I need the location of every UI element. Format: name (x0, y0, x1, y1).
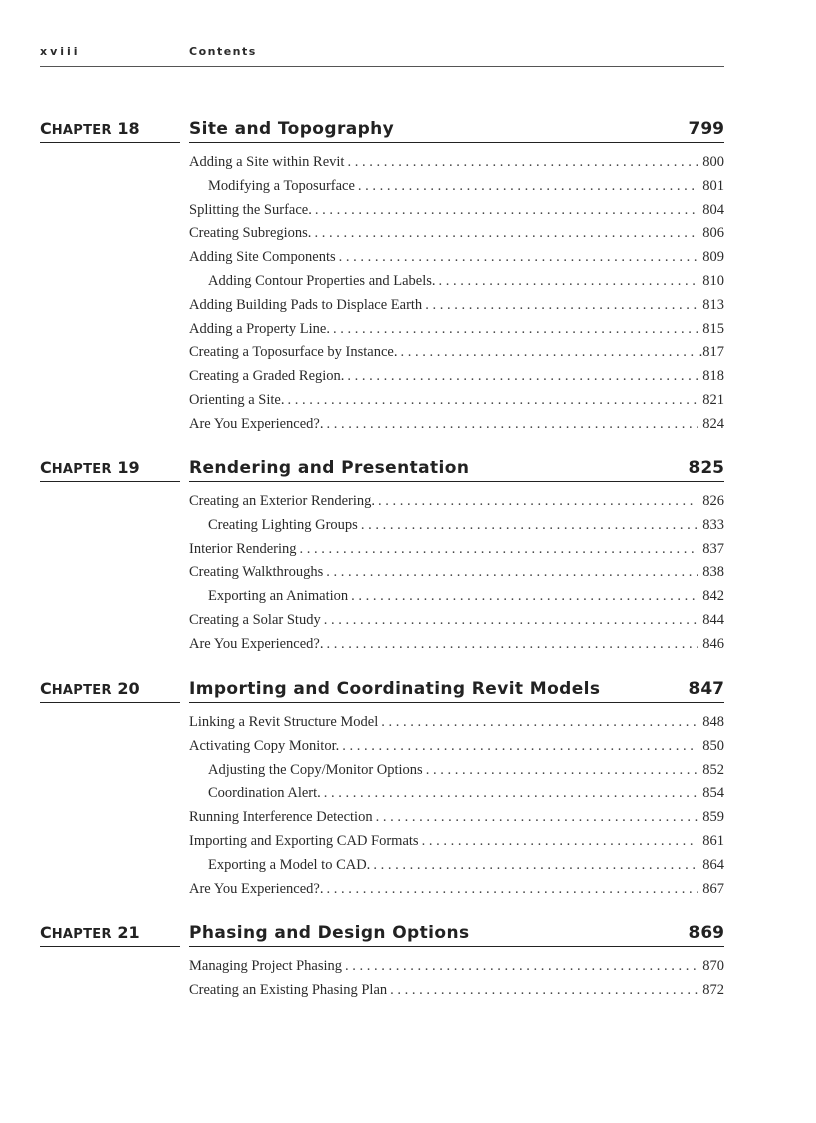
toc-entry-page: 854 (702, 785, 724, 802)
chapter-number: 18 (117, 119, 140, 138)
chapter-label (40, 678, 180, 703)
chapter-label (40, 922, 180, 947)
toc-entry-page: 806 (702, 225, 724, 242)
toc-entry-title: Importing and Exporting CAD Formats (189, 832, 419, 849)
toc-entry-title: Activating Copy Monitor. (189, 737, 340, 754)
toc-entry-page: 867 (702, 880, 724, 897)
dot-leader (345, 956, 698, 976)
toc-entry-title: Adjusting the Copy/Monitor Options (208, 761, 423, 778)
dot-leader (378, 491, 698, 511)
dot-leader (324, 610, 699, 630)
toc-entry-page: 870 (702, 958, 724, 974)
toc-entry-page: 838 (702, 564, 724, 581)
dot-leader (300, 539, 699, 559)
toc-entry-title: Are You Experienced?. (189, 880, 324, 897)
dot-leader (324, 783, 698, 803)
toc-entry-page: 810 (702, 272, 724, 289)
toc-entry-page: 824 (702, 415, 724, 432)
dot-leader (361, 515, 698, 535)
chapter-entries (189, 152, 724, 438)
toc-entry[interactable] (189, 539, 724, 563)
dot-leader (339, 247, 699, 267)
chapter-entries (189, 712, 724, 902)
dot-leader (373, 855, 698, 875)
toc-entry-page: 872 (702, 981, 724, 998)
dot-leader (315, 200, 698, 220)
toc-entry-title: Creating a Solar Study (189, 611, 321, 628)
chapter-heading (189, 678, 724, 703)
toc-entry[interactable] (189, 491, 724, 515)
chapter-label-word: HAPTER (51, 123, 112, 138)
toc-entry-title: Creating Lighting Groups (208, 516, 358, 533)
toc-entry-page: 842 (702, 588, 724, 605)
toc-entry-title: Running Interference Detection (189, 809, 373, 826)
running-head-title: Contents (189, 45, 257, 58)
toc-entry-page: 864 (702, 856, 724, 873)
dot-leader (333, 319, 698, 339)
dot-leader (381, 712, 698, 732)
toc-entry-title: Are You Experienced?. (189, 415, 324, 432)
toc-entry-title: Linking a Revit Structure Model (189, 714, 379, 730)
dot-leader (327, 879, 699, 899)
toc-entry[interactable] (189, 200, 724, 224)
chapter-label-initial: C (40, 679, 52, 698)
toc-entry-title: Exporting a Model to CAD. (208, 856, 371, 873)
toc-entry-page: 815 (702, 320, 724, 337)
toc-entry-page: 846 (702, 635, 724, 652)
toc-entry[interactable] (189, 879, 724, 903)
dot-leader (314, 223, 698, 243)
toc-entry-title: Creating Subregions. (189, 225, 312, 242)
dot-leader (327, 634, 699, 654)
toc-entry-title: Creating an Exterior Rendering. (189, 493, 376, 509)
toc-entry-page: 844 (702, 611, 724, 628)
chapter-page-number: 799 (688, 119, 724, 139)
toc-entry-title: Adding Contour Properties and Labels. (208, 272, 436, 289)
toc-entry-title: Splitting the Surface. (189, 201, 312, 218)
toc-entry-page: 833 (702, 516, 724, 533)
toc-entry-page: 813 (702, 296, 724, 313)
toc-entry[interactable] (189, 295, 724, 319)
toc-entry[interactable] (189, 956, 724, 980)
toc-subentry[interactable] (189, 271, 724, 295)
dot-leader (439, 271, 699, 291)
toc-entry[interactable] (189, 366, 724, 390)
toc-entry-page: .817 (698, 344, 724, 361)
dot-leader (342, 736, 698, 756)
toc-entry[interactable] (189, 223, 724, 247)
toc-subentry[interactable] (189, 783, 724, 807)
toc-entry-page: 809 (702, 249, 724, 266)
toc-entry-title: Creating a Graded Region. (189, 368, 345, 385)
chapter-label-initial: C (40, 119, 52, 138)
chapter-heading (189, 922, 724, 947)
toc-entry-title: Orienting a Site. (189, 391, 285, 408)
toc-entry[interactable] (189, 414, 724, 438)
toc-entry[interactable] (189, 152, 724, 176)
dot-leader (351, 586, 698, 606)
chapter-title: Phasing and Design Options (189, 923, 470, 943)
chapter-heading (189, 457, 724, 482)
chapter-number: 20 (117, 679, 140, 698)
chapter-number: 21 (117, 923, 140, 942)
toc-entry-title: Adding a Property Line. (189, 320, 330, 337)
toc-entry-title: Adding Site Components (189, 249, 336, 266)
toc-entry-title: Modifying a Toposurface (208, 177, 355, 194)
toc-entry[interactable] (189, 562, 724, 586)
chapter-page-number: 825 (688, 458, 724, 478)
toc-entry[interactable] (189, 342, 724, 366)
toc-entry-title: Creating Walkthroughs (189, 564, 324, 581)
toc-subentry[interactable] (189, 855, 724, 879)
toc-entry-title: Are You Experienced?. (189, 635, 324, 652)
chapter-title: Importing and Coordinating Revit Models (189, 679, 601, 699)
toc-entry-title: Adding a Site within Revit (189, 154, 345, 170)
toc-entry[interactable] (189, 247, 724, 271)
toc-entry-page: 826 (702, 493, 724, 509)
dot-leader (376, 807, 699, 827)
toc-entry-page: 848 (702, 714, 724, 730)
chapter-label (40, 457, 180, 482)
toc-entry-title: Coordination Alert. (208, 785, 321, 802)
toc-entry[interactable] (189, 712, 724, 736)
toc-subentry[interactable] (189, 176, 724, 200)
toc-entry[interactable] (189, 831, 724, 855)
chapter-heading (189, 118, 724, 143)
toc-entry-page: 800 (702, 154, 724, 170)
toc-entry[interactable] (189, 980, 724, 1004)
chapter-label (40, 118, 180, 143)
toc-entry[interactable] (189, 390, 724, 414)
dot-leader (426, 760, 699, 780)
toc-entry[interactable] (189, 610, 724, 634)
chapter-label-word: HAPTER (51, 683, 112, 698)
toc-entry[interactable] (189, 736, 724, 760)
toc-subentry[interactable] (189, 586, 724, 610)
toc-entry-page: 801 (702, 177, 724, 194)
chapter-entries (189, 491, 724, 658)
page-number: xviii (40, 45, 81, 58)
dot-leader (347, 366, 698, 386)
chapter-page-number: 869 (688, 923, 724, 943)
dot-leader (358, 176, 698, 196)
toc-entry-page: 837 (702, 540, 724, 557)
toc-entry-page: 852 (702, 761, 724, 778)
chapter-label-word: HAPTER (51, 462, 112, 477)
chapter-label-initial: C (40, 923, 52, 942)
dot-leader (326, 562, 698, 582)
dot-leader (422, 831, 699, 851)
dot-leader (287, 390, 698, 410)
dot-leader (425, 295, 698, 315)
chapter-entries (189, 956, 724, 1004)
toc-entry-title: Managing Project Phasing (189, 958, 343, 974)
toc-subentry[interactable] (189, 760, 724, 784)
chapter-page-number: 847 (688, 679, 724, 699)
toc-entry-page: 804 (702, 201, 724, 218)
chapter-label-initial: C (40, 458, 52, 477)
toc-entry-page: 850 (702, 737, 724, 754)
dot-leader (347, 152, 698, 172)
toc-entry-title: Adding Building Pads to Displace Earth (189, 296, 423, 313)
toc-entry-title: Creating an Existing Phasing Plan (189, 981, 388, 998)
dot-leader (327, 414, 699, 434)
toc-entry-title: Interior Rendering (189, 540, 297, 557)
toc-entry-title: Creating a Toposurface by Instance. (189, 344, 398, 361)
toc-entry-page: 818 (702, 368, 724, 385)
running-head (40, 45, 724, 67)
toc-entry[interactable] (189, 807, 724, 831)
chapter-title: Rendering and Presentation (189, 458, 470, 478)
toc-entry-title: Exporting an Animation (208, 588, 349, 605)
toc-entry-page: 859 (702, 809, 724, 826)
chapter-title: Site and Topography (189, 119, 395, 139)
chapter-label-word: HAPTER (51, 927, 112, 942)
toc-subentry[interactable] (189, 515, 724, 539)
dot-leader (390, 980, 698, 1000)
dot-leader (401, 342, 695, 362)
chapter-number: 19 (117, 458, 140, 477)
toc-entry[interactable] (189, 634, 724, 658)
toc-entry[interactable] (189, 319, 724, 343)
toc-entry-page: 861 (702, 832, 724, 849)
toc-entry-page: 821 (702, 391, 724, 408)
